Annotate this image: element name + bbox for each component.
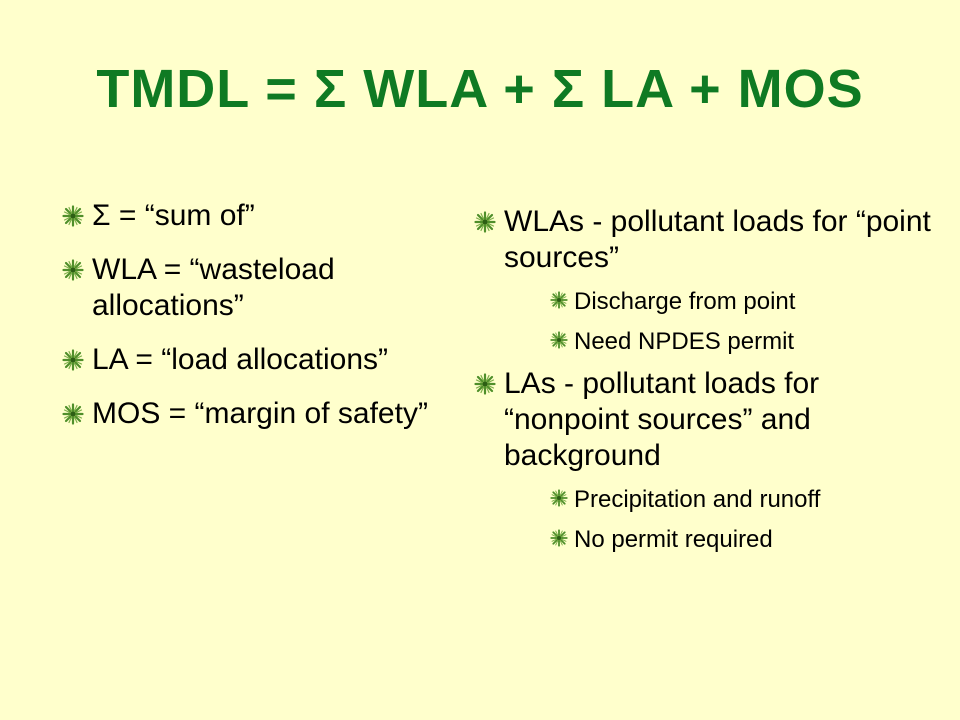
list-item-text: LAs - pollutant loads for “nonpoint sources” and background xyxy=(504,367,820,472)
sublist-item-text: Precipitation and runoff xyxy=(574,486,821,513)
starburst-bullet-icon xyxy=(474,373,496,395)
sublist-item-text: Need NPDES permit xyxy=(574,328,795,355)
right-column xyxy=(474,204,934,564)
definitions-list xyxy=(62,198,432,432)
sublist-item-text: No permit required xyxy=(574,526,773,553)
starburst-bullet-icon xyxy=(62,205,84,227)
sublist-item xyxy=(550,328,934,356)
sublist xyxy=(504,486,934,554)
starburst-bullet-icon xyxy=(62,349,84,371)
list-item xyxy=(62,198,432,234)
sublist-item-text: Discharge from point xyxy=(574,288,796,315)
list-item-text: LA = “load allocations” xyxy=(92,343,389,376)
starburst-bullet-icon xyxy=(550,291,568,309)
list-item xyxy=(62,396,432,432)
sublist-item xyxy=(550,486,934,514)
loads-list xyxy=(474,204,934,554)
list-item xyxy=(62,342,432,378)
starburst-bullet-icon xyxy=(550,529,568,547)
list-item-las xyxy=(474,366,934,554)
list-item-text: WLA = “wasteload allocations” xyxy=(92,253,335,322)
list-item-text: WLAs - pollutant loads for “point sources” xyxy=(504,205,931,274)
starburst-bullet-icon xyxy=(62,403,84,425)
list-item xyxy=(62,252,432,324)
starburst-bullet-icon xyxy=(62,259,84,281)
list-item-wlas xyxy=(474,204,934,356)
list-item-text: Σ = “sum of” xyxy=(92,199,255,232)
starburst-bullet-icon xyxy=(550,489,568,507)
list-item-text: MOS = “margin of safety” xyxy=(92,397,428,430)
slide-title: TMDL = Σ WLA + Σ LA + MOS xyxy=(96,59,864,119)
left-column xyxy=(62,198,432,450)
sublist-item xyxy=(550,288,934,316)
starburst-bullet-icon xyxy=(550,331,568,349)
starburst-bullet-icon xyxy=(474,211,496,233)
sublist xyxy=(504,288,934,356)
sublist-item xyxy=(550,526,934,554)
